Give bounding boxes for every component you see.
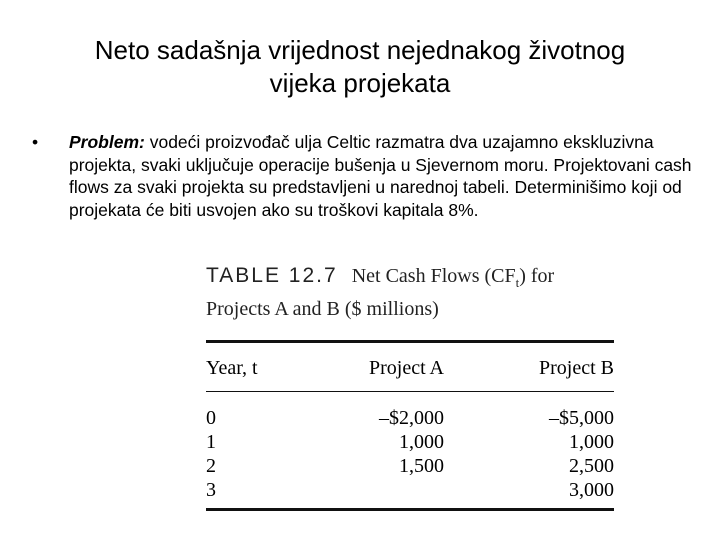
cell-year: 3 bbox=[206, 479, 216, 501]
cell-project-a: 1,500 bbox=[399, 455, 444, 477]
title-line-1: Neto sadašnja vrijednost nejednakog životnog bbox=[94, 35, 626, 65]
cell-project-b: 2,500 bbox=[569, 455, 614, 477]
cell-year: 0 bbox=[206, 407, 216, 429]
bullet-text bbox=[69, 131, 692, 221]
title-line-2: vijeka projekata bbox=[269, 68, 451, 98]
header-project-a: Project A bbox=[369, 357, 444, 379]
bullet-icon: • bbox=[32, 132, 39, 152]
bullet-label: Problem: bbox=[69, 132, 145, 152]
cell-project-b: 1,000 bbox=[569, 431, 614, 453]
table-bottom-rule bbox=[206, 508, 614, 511]
cell-project-b: 3,000 bbox=[569, 479, 614, 501]
caption-line-2: Projects A and B ($ millions) bbox=[206, 298, 439, 320]
cell-project-a: 1,000 bbox=[399, 431, 444, 453]
table-top-rule bbox=[206, 340, 614, 343]
cell-project-a bbox=[316, 478, 444, 502]
table-row bbox=[206, 406, 614, 430]
problem-bullet bbox=[32, 131, 692, 221]
table-caption bbox=[206, 263, 614, 322]
table-body bbox=[206, 392, 614, 508]
cell-year: 1 bbox=[206, 431, 216, 453]
table-row bbox=[206, 430, 614, 454]
caption-line-1-end: ) for bbox=[519, 265, 555, 287]
cell-year: 2 bbox=[206, 455, 216, 477]
header-project-b: Project B bbox=[539, 357, 614, 379]
table-header bbox=[206, 353, 614, 383]
bullet-body: vodeći proizvođač ulja Celtic razmatra dva uzajamno ekskluzivna projekta, svaki uključuje operacije bušenja u Sjevernom moru. Projektovani cash flows za svaki projekta su predstavljeni u narednoj tabeli. Determinišimo koji od projekata će biti usvojen ako su troškovi kapitala 8%. bbox=[69, 132, 692, 220]
cell-project-a: –$2,000 bbox=[379, 407, 444, 429]
caption-subscript: t bbox=[515, 275, 520, 290]
header-year: Year, t bbox=[206, 357, 258, 379]
cash-flow-table bbox=[206, 263, 614, 511]
caption-line-1: Net Cash Flows (CF bbox=[351, 265, 516, 287]
table-number: TABLE 12.7 bbox=[206, 264, 338, 287]
table-row bbox=[206, 454, 614, 478]
cell-project-b: –$5,000 bbox=[549, 407, 614, 429]
slide-title bbox=[40, 34, 680, 100]
table-row bbox=[206, 478, 614, 502]
